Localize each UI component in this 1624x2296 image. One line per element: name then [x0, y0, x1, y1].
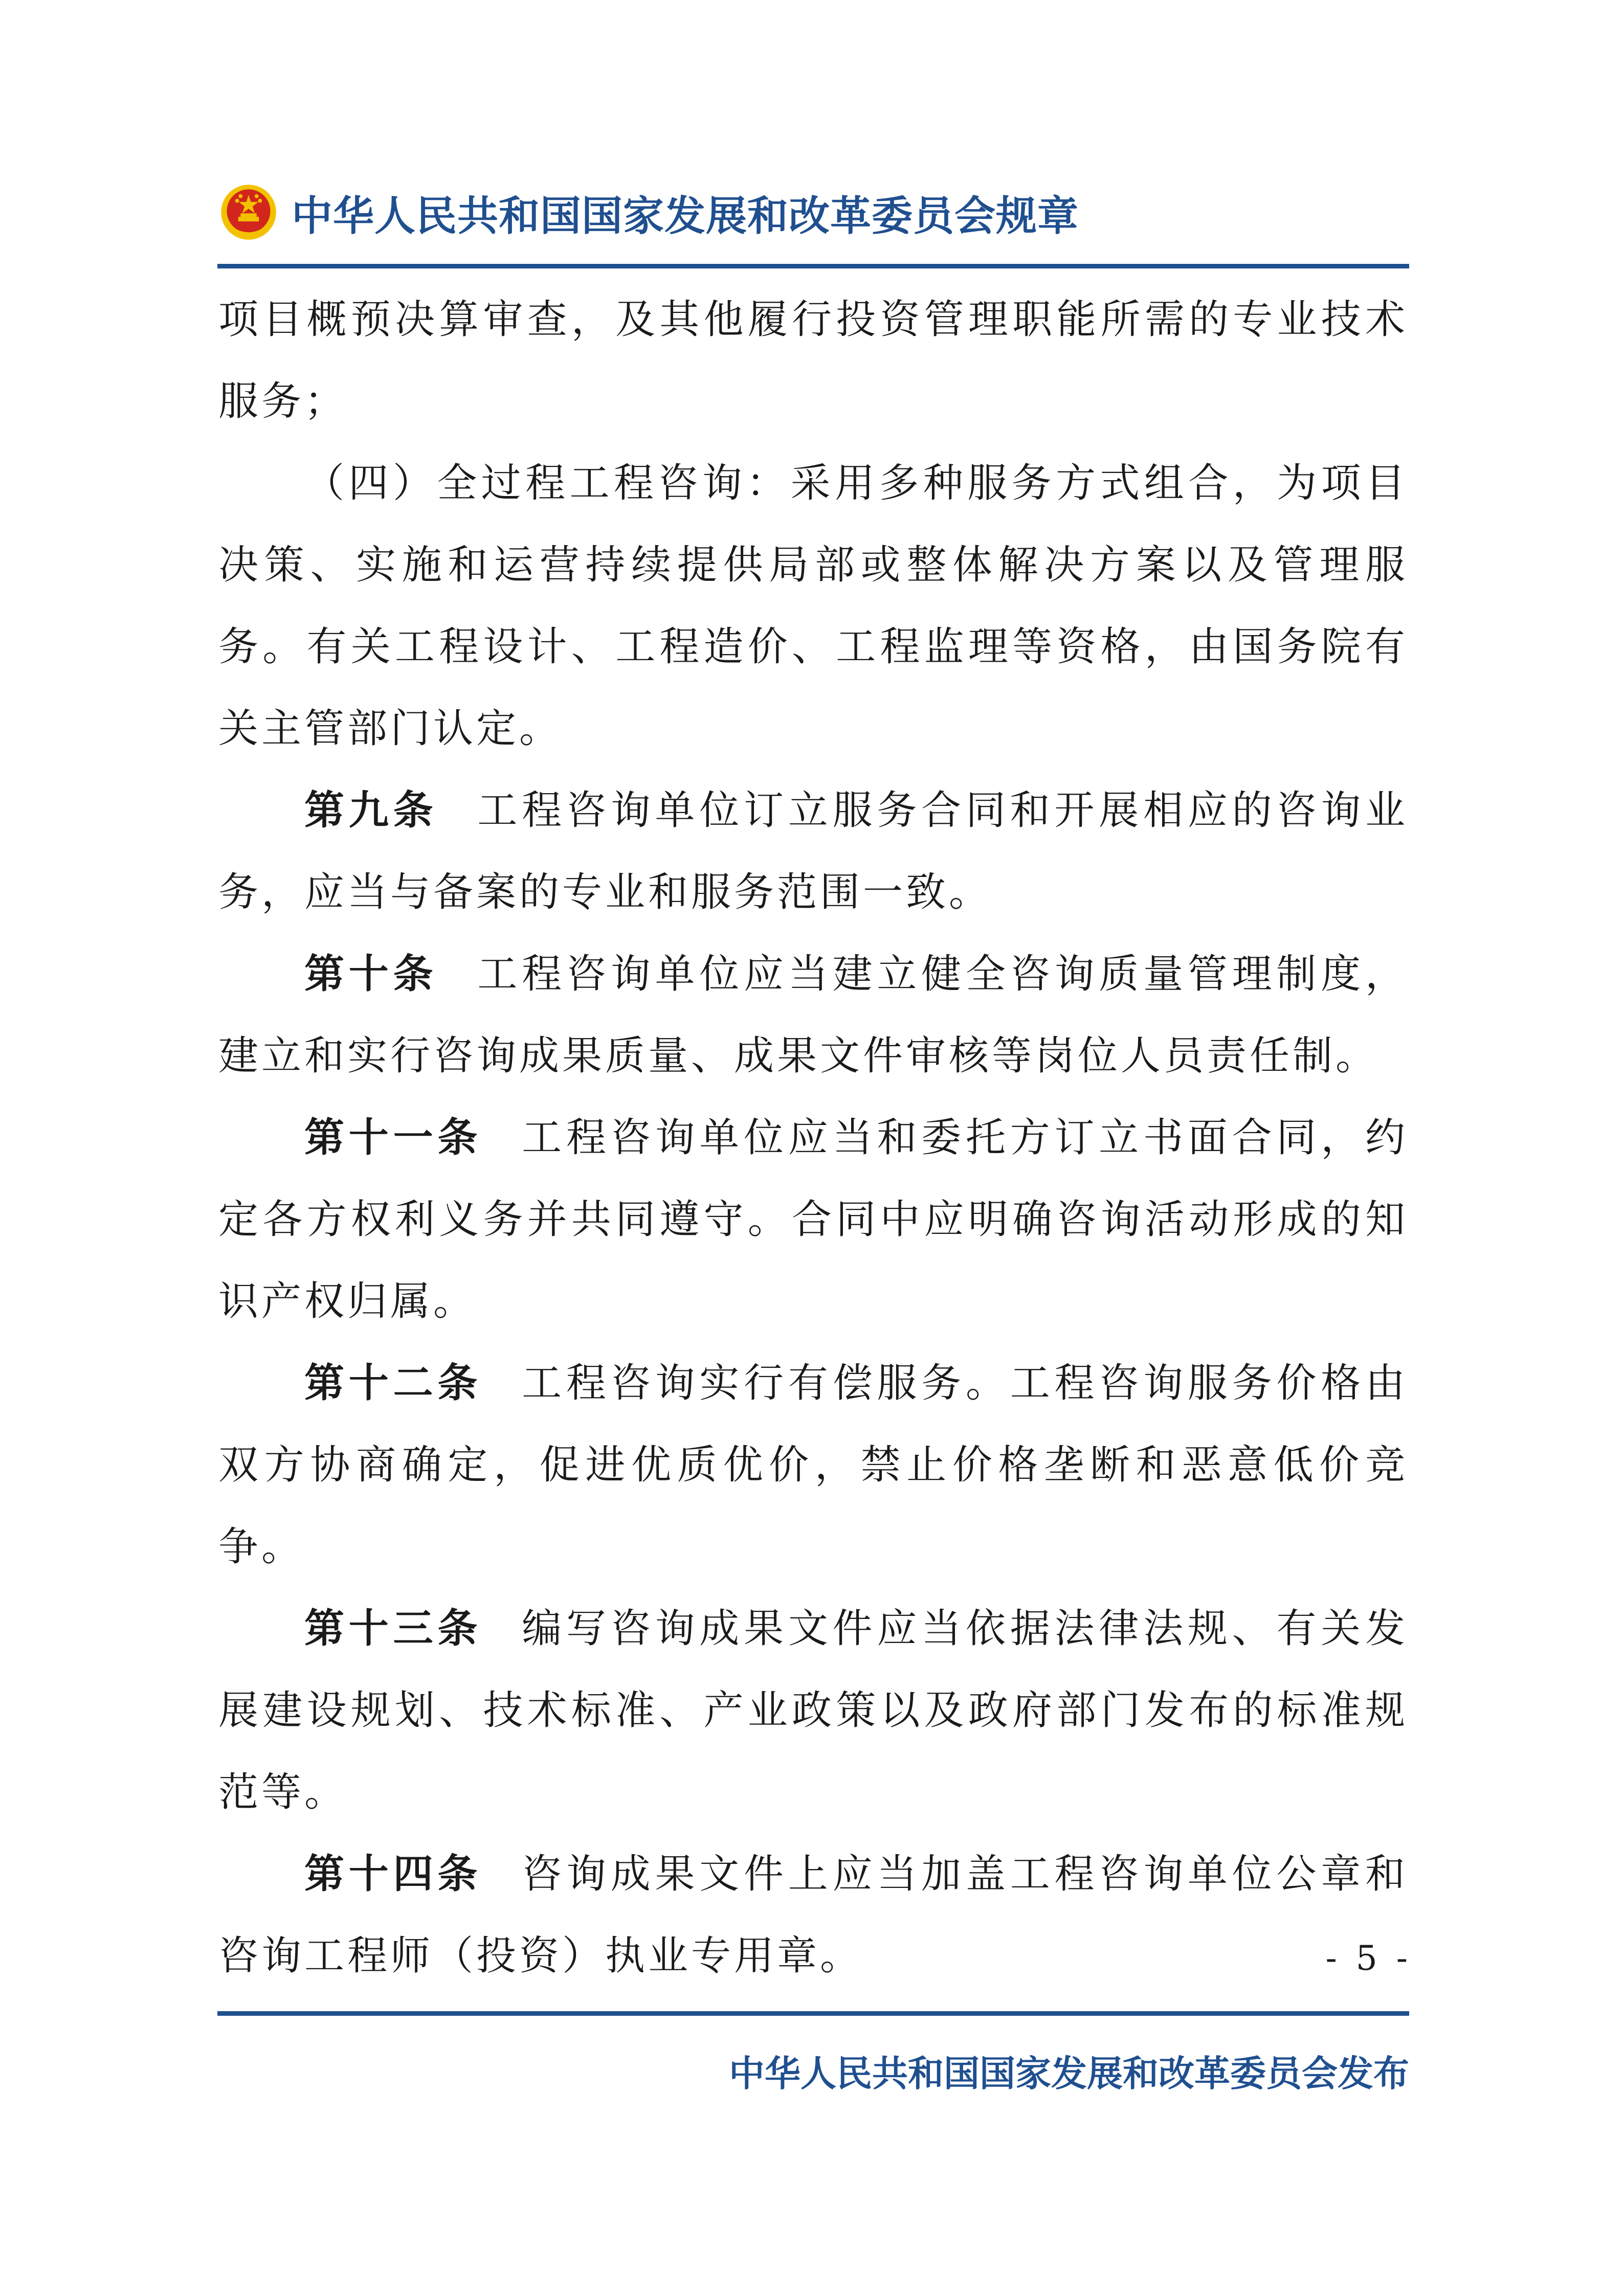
article-heading: 第十四条: [304, 1851, 482, 1897]
article-heading: 第十一条: [304, 1115, 482, 1161]
page-header: [220, 174, 1079, 251]
article-text: 工程咨询实行有偿服务。工程咨询服务价格由双方协商确定，促进优质优价，禁止价格垄断和恶意低价竞争。: [218, 1360, 1408, 1570]
article-text: 编写咨询成果文件应当依据法律法规、有关发展建设规划、技术标准、产业政策以及政府部门发布的标准规范等。: [218, 1606, 1408, 1815]
article-text: 咨询成果文件上应当加盖工程咨询单位公章和咨询工程师（投资）执业专用章。: [218, 1851, 1408, 1979]
article-14: [218, 1833, 1408, 1997]
national-emblem-icon: [220, 184, 277, 241]
article-text: 工程咨询单位应当和委托方订立书面合同，约定各方权利义务并共同遵守。合同中应明确咨询活动形成的知识产权归属。: [218, 1115, 1408, 1324]
footer-divider: [217, 2011, 1409, 2016]
article-13: [218, 1588, 1408, 1833]
paragraph-text: 项目概预决算审查，及其他履行投资管理职能所需的专业技术服务；: [218, 297, 1408, 424]
article-text: 工程咨询单位应当建立健全咨询质量管理制度，建立和实行咨询成果质量、成果文件审核等岗位人员责任制。: [218, 951, 1408, 1079]
article-9: [218, 770, 1408, 933]
header-divider: [217, 264, 1409, 268]
body-paragraph: [218, 442, 1408, 770]
body-paragraph: [218, 279, 1408, 442]
document-body: [218, 279, 1408, 1997]
paragraph-text: （四）全过程工程咨询：采用多种服务方式组合，为项目决策、实施和运营持续提供局部或整体解决方案以及管理服务。有关工程设计、工程造价、工程监理等资格，由国务院有关主管部门认定。: [218, 460, 1408, 752]
article-heading: 第十条: [304, 951, 438, 997]
article-heading: 第十二条: [304, 1360, 482, 1406]
article-text: 工程咨询单位订立服务合同和开展相应的咨询业务，应当与备案的专业和服务范围一致。: [218, 787, 1408, 915]
article-12: [218, 1342, 1408, 1588]
article-11: [218, 1097, 1408, 1342]
article-10: [218, 933, 1408, 1097]
article-heading: 第十三条: [304, 1606, 482, 1652]
article-heading: 第九条: [304, 787, 438, 834]
header-title: 中华人民共和国国家发展和改革委员会规章: [292, 192, 1079, 240]
footer-publisher: 中华人民共和国国家发展和改革委员会发布: [729, 2053, 1409, 2095]
page-number: - 5 -: [1325, 1939, 1412, 1978]
